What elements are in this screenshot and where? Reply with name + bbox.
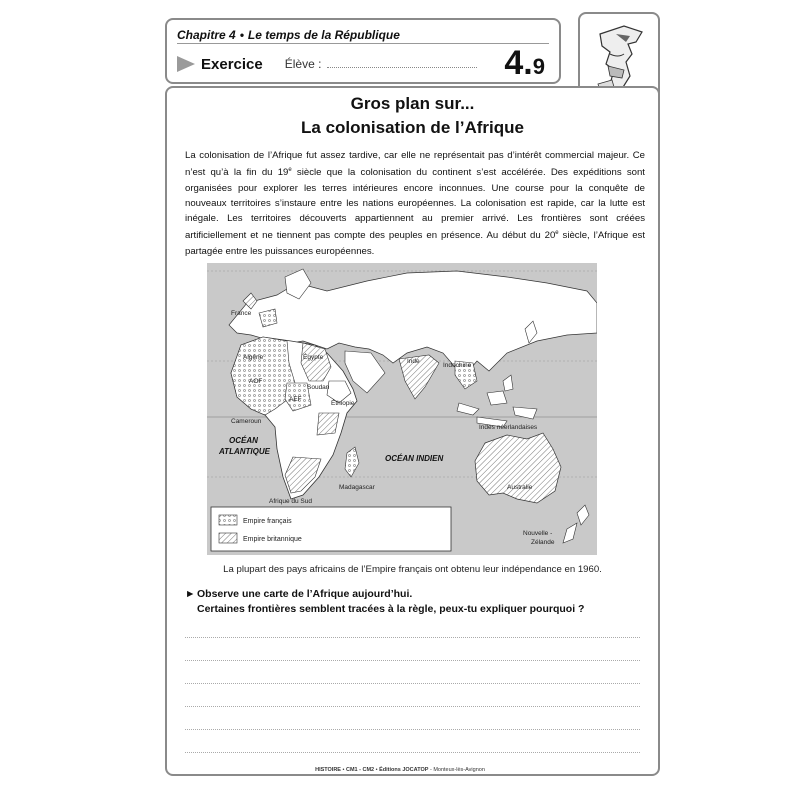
- map-label-australie: Australie: [507, 484, 533, 491]
- map-label-algerie: Algérie: [243, 354, 264, 361]
- question-line2: Certaines frontières semblent tracées à la règle, peux-tu expliquer pourquoi ?: [197, 603, 585, 615]
- map-label-nz-2: Zélande: [531, 539, 555, 546]
- map-label-nz-1: Nouvelle -: [523, 530, 553, 537]
- answer-line[interactable]: [185, 683, 640, 684]
- map-label-ocean-atlantique-2: ATLANTIQUE: [219, 447, 270, 456]
- map-label-france: France: [231, 310, 252, 317]
- chapter-line: [177, 26, 549, 44]
- header-box: [165, 18, 561, 84]
- question-line1: Observe une carte de l’Afrique aujourd’hui.: [197, 588, 413, 600]
- answer-line[interactable]: [185, 637, 640, 638]
- exercise-number-dot: .: [523, 44, 533, 82]
- question-arrow-icon: ►: [185, 588, 196, 600]
- chapter-separator: •: [239, 27, 244, 42]
- legend-label-french: Empire français: [243, 518, 292, 525]
- map-label-inde: Inde: [407, 358, 420, 365]
- footer-level: CM1 - CM2: [345, 767, 375, 773]
- exercise-number: [504, 44, 545, 83]
- exercise-label: Exercice: [201, 55, 263, 73]
- legend-swatch-british: [219, 533, 237, 543]
- chapter-title: Le temps de la République: [247, 27, 400, 42]
- map-label-afrique-du-sud: Afrique du Sud: [269, 498, 313, 505]
- legend-label-british: Empire britannique: [243, 536, 302, 543]
- page-title-line2: La colonisation de l’Afrique: [301, 118, 524, 137]
- map-label-ethiopie: Éthiopie: [331, 400, 355, 407]
- paragraph-sup1: e: [288, 167, 292, 174]
- student-label: Élève :: [284, 57, 322, 71]
- footer-separator: •: [342, 767, 345, 773]
- content-box: [165, 86, 660, 776]
- map-label-aof: AOF: [249, 378, 263, 385]
- legend-swatch-french: [219, 515, 237, 525]
- map-label-ocean-indien: OCÉAN INDIEN: [385, 454, 444, 463]
- paragraph-part2: siècle que la colonisation du continent s’est accélérée. Des expéditions sont organisées pour explorer les terres intérieures encore inconnues. Une course pour la conquête de nouveaux territoires s’instaure entre les nations européennes. La colonisation est rapide, car la lutte est inégale. Les territoires découverts appartiennent au premier arrivé. Les frontières sont créées artificiellement et ne tiennent pas compte des peuples en présence. Au début du 20: [185, 167, 645, 242]
- colonial-map: [207, 263, 597, 555]
- answer-line[interactable]: [185, 729, 640, 730]
- exercise-row: [177, 50, 321, 78]
- play-triangle-icon: [177, 56, 195, 72]
- paragraph-part3: siècle, l’Afrique est partagée entre les puissances européennes.: [185, 230, 645, 257]
- paragraph-part1: La colonisation de l’Afrique fut assez tardive, car elle ne représentait pas d’intérêt commercial majeur. Ce n’est qu’à la fin du 19: [185, 150, 645, 179]
- chapter-label: Chapitre 4: [177, 27, 236, 42]
- page-footer: [0, 767, 800, 773]
- exercise-number-main: 4: [504, 44, 524, 82]
- footer-subject: HISTOIRE: [315, 767, 341, 773]
- answer-line[interactable]: [185, 706, 640, 707]
- footer-publisher: Éditions JOCATOP: [379, 767, 429, 773]
- map-label-soudan: Soudan: [307, 384, 330, 391]
- map-label-indes-neerlandaises: Indes néerlandaises: [479, 424, 538, 431]
- australia: [475, 433, 561, 503]
- map-label-egypte: Égypte: [303, 354, 324, 361]
- answer-line[interactable]: [185, 660, 640, 661]
- answer-line[interactable]: [185, 752, 640, 753]
- map-label-madagascar: Madagascar: [339, 484, 375, 491]
- map-caption: La plupart des pays africains de l’Empire français ont obtenu leur indépendance en 1960.: [223, 564, 602, 575]
- student-name-line[interactable]: [327, 67, 477, 68]
- question-block: [185, 587, 645, 617]
- page-title-line1: Gros plan sur...: [350, 94, 475, 113]
- map-label-aef: AEF: [289, 396, 302, 403]
- map-legend: [211, 507, 451, 551]
- paragraph-sup2: e: [555, 230, 559, 237]
- footer-location: - Monteux-lès-Avignon: [429, 767, 485, 773]
- map-label-ocean-atlantique-1: OCÉAN: [229, 436, 258, 445]
- map-label-indochine: Indochine: [443, 362, 472, 369]
- intro-paragraph: [185, 148, 645, 259]
- map-label-cameroun: Cameroun: [231, 418, 262, 425]
- exercise-number-sub: 9: [532, 54, 545, 79]
- footer-separator: •: [375, 767, 378, 773]
